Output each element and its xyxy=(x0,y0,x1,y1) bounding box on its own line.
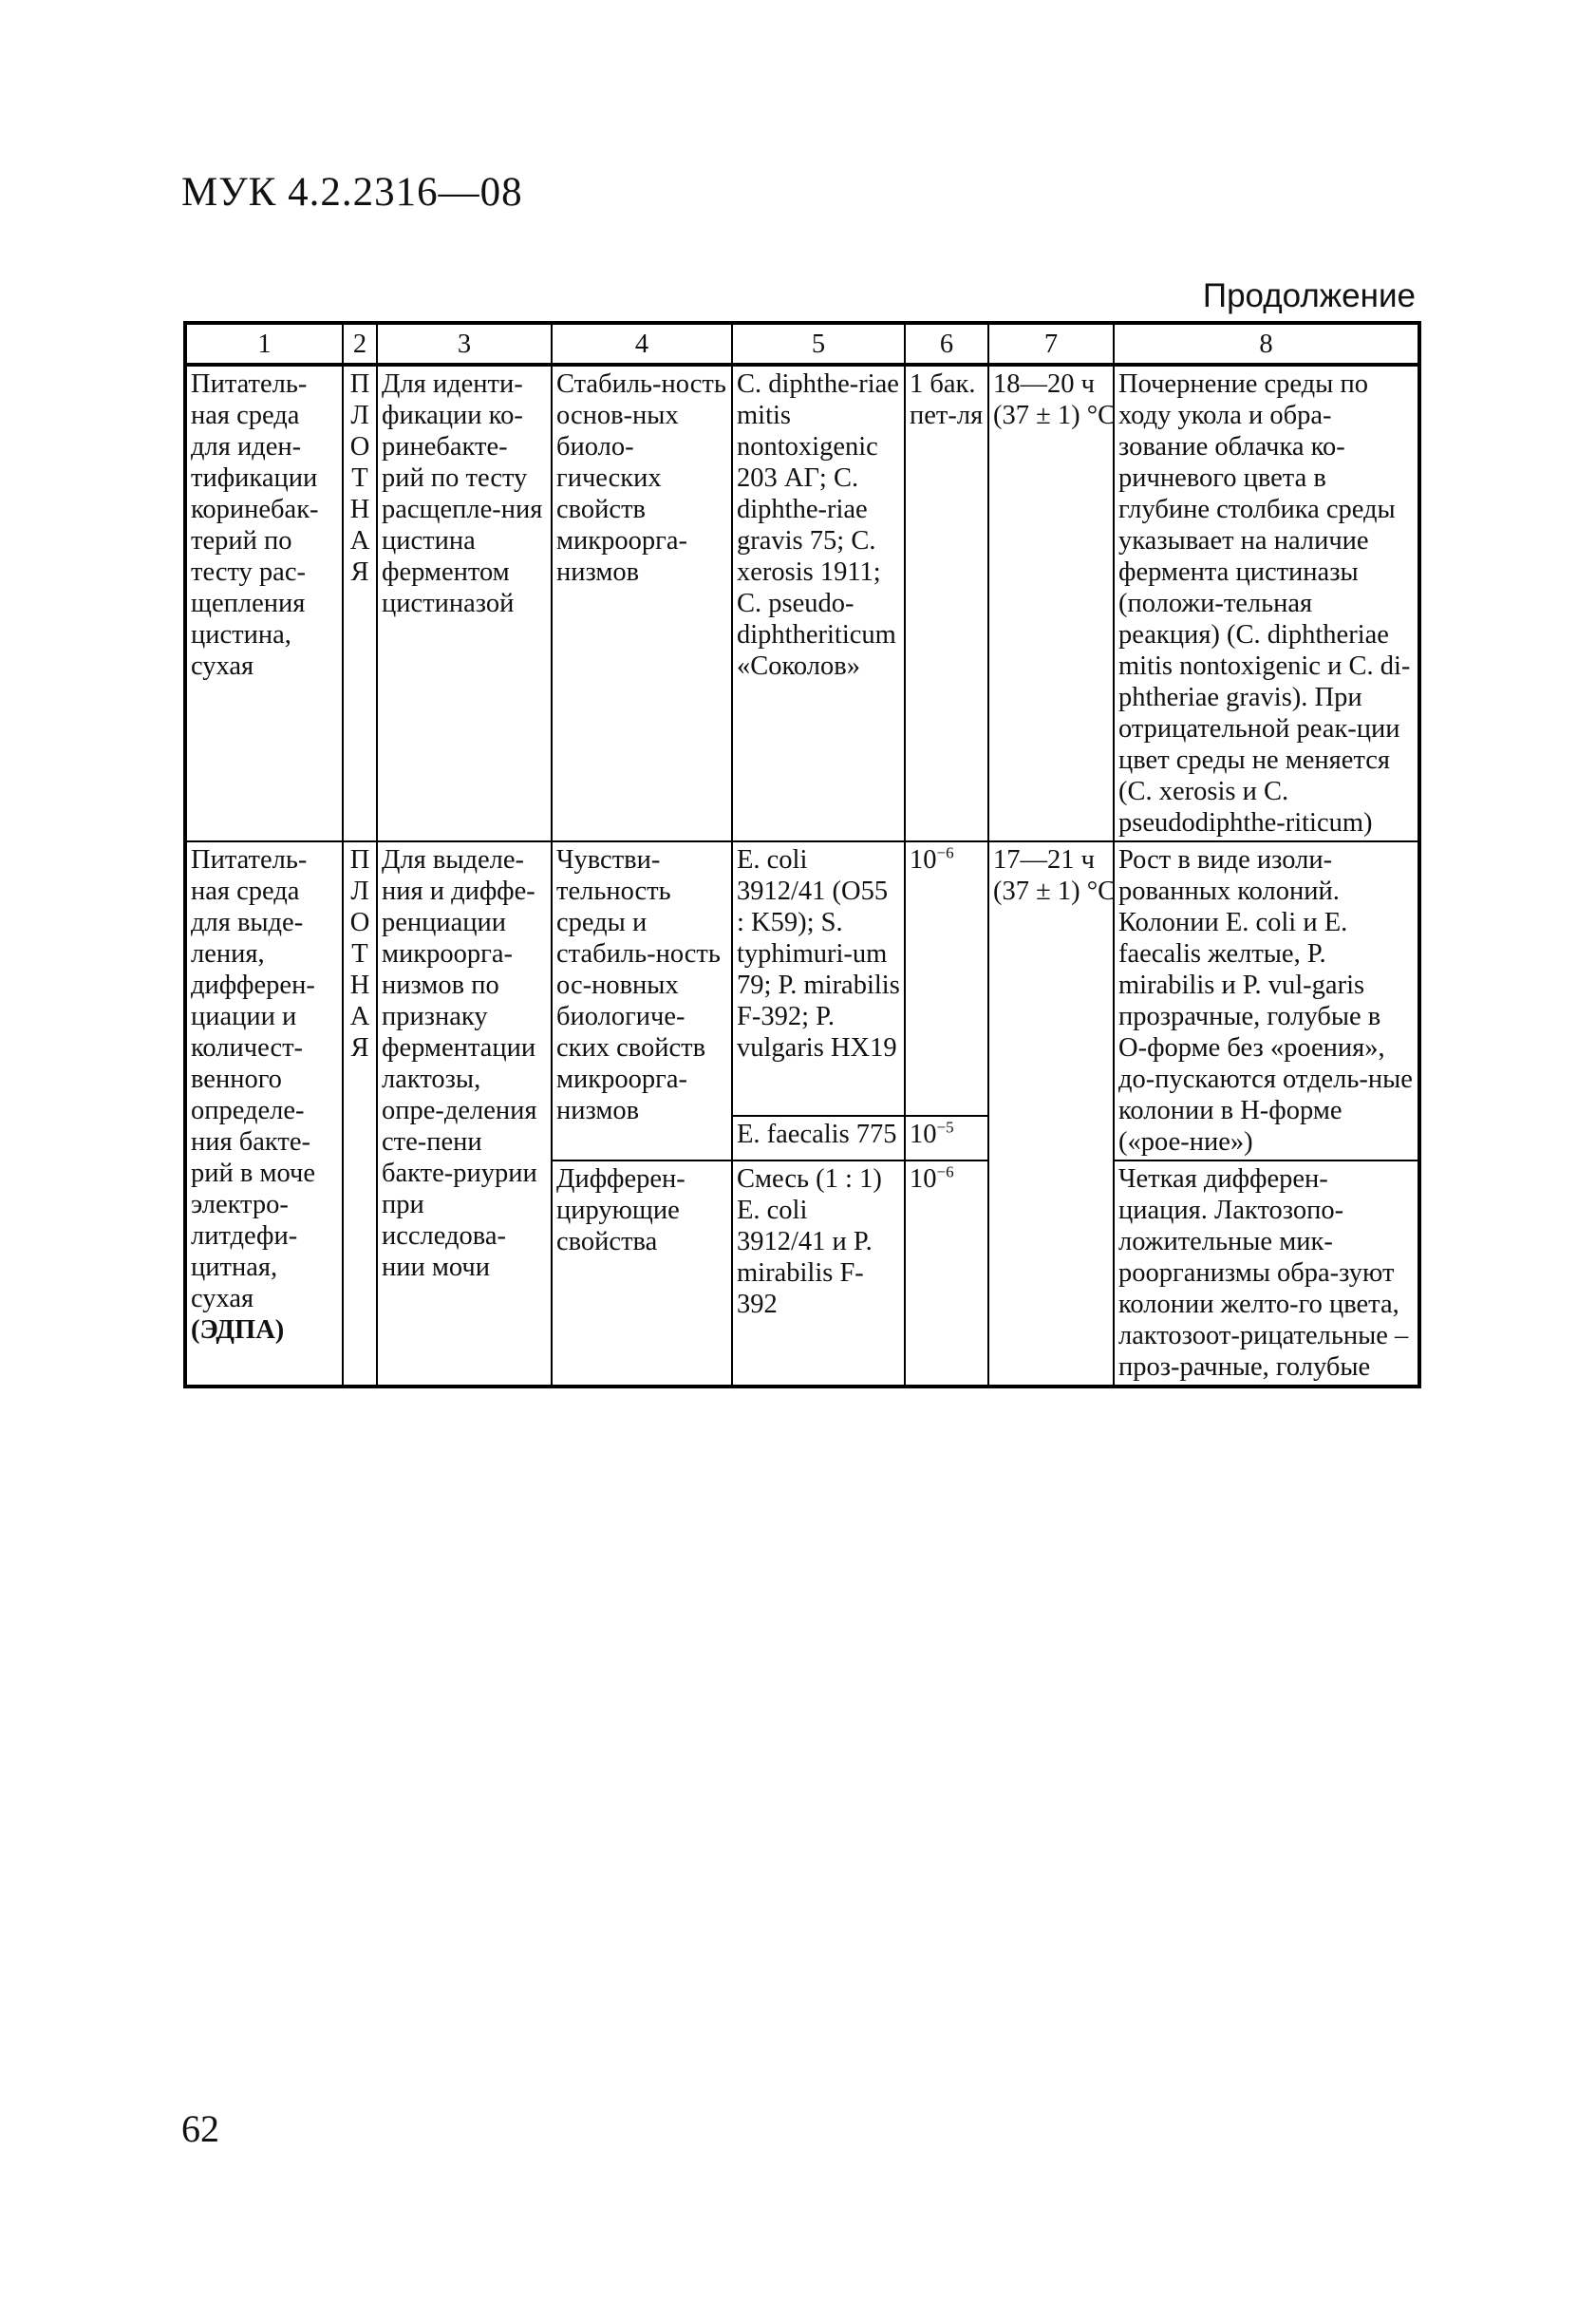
table-row xyxy=(185,365,1419,841)
density-letter: А xyxy=(349,526,370,556)
page-number: 62 xyxy=(181,2107,219,2150)
dilution-base: 10 xyxy=(910,1164,937,1194)
column-header: 8 xyxy=(1114,323,1419,365)
column-header: 7 xyxy=(988,323,1114,365)
strain-cell: C. diphthe-riae mitis nontoxigenic 203 АГ; C. diphthe-riae gravis 75; C. xerosis 1911; C. pseudo-diphtheriticum «Соколов» xyxy=(732,365,905,841)
dilution-exponent: −6 xyxy=(936,1162,954,1181)
medium-name-text: Питатель-ная среда для выде-ления, дифферен-циации и количест-венного определе-ния бакте-рий в моче электро-литдефи-цитная, сухая xyxy=(191,845,315,1313)
column-header: 5 xyxy=(732,323,905,365)
density-cell xyxy=(343,841,377,1387)
density-letter: Я xyxy=(350,557,369,587)
incubation-cell xyxy=(988,365,1117,841)
density-cell xyxy=(343,365,377,841)
inoculum-cell xyxy=(905,1116,988,1160)
density-letter: А xyxy=(349,1002,370,1031)
purpose-cell: Для иденти-фикации ко-ринебакте-рий по тесту расщепле-ния цистина ферментом цистиназой xyxy=(377,365,552,841)
column-header: 6 xyxy=(905,323,988,365)
incubation-time: 18—20 ч xyxy=(993,369,1095,399)
column-header: 1 xyxy=(185,323,343,365)
table-row xyxy=(185,841,1419,1116)
continuation-label: Продолжение xyxy=(1202,277,1416,314)
density-letter: О xyxy=(349,908,370,937)
density-letter: Л xyxy=(350,401,369,430)
strain-cell: Смесь (1 : 1) E. coli 3912/41 и P. mirabilis F-392 xyxy=(732,1160,905,1387)
result-cell: Почернение среды по ходу укола и обра-зование облачка ко-ричневого цвета в глубине столбика среды указывает на наличие фермента цистиназы (положи-тельная реакция) (C. diphtheriae mitis nontoxigenic и C. di-phtheriae gravis). При отрицательной реак-ции цвет среды не меняется (C. xerosis и C. pseudodiphthe-riticum) xyxy=(1114,365,1419,841)
density-letter: Т xyxy=(351,463,368,493)
inoculum-cell xyxy=(905,841,988,1116)
column-header: 4 xyxy=(552,323,732,365)
medium-name-cell: Питатель-ная среда для иден-тификации коринебак-терий по тесту рас-щепления цистина, сухая xyxy=(185,365,343,841)
incubation-temp: (37 ± 1) °С xyxy=(993,877,1117,906)
dilution-base: 10 xyxy=(910,845,937,875)
dilution-base: 10 xyxy=(910,1119,937,1149)
media-table xyxy=(183,321,1421,1388)
density-letter: Л xyxy=(350,877,369,906)
incubation-temp: (37 ± 1) °С xyxy=(993,401,1117,430)
density-letter: Н xyxy=(349,971,370,1000)
purpose-cell: Для выделе-ния и диффе-ренциации микроорга-низмов по признаку ферментации лактозы, опре-деления сте-пени бакте-риурии при исследова-нии мочи xyxy=(377,841,552,1387)
dilution-exponent: −5 xyxy=(936,1118,954,1137)
density-letter: О xyxy=(349,432,370,462)
property-cell: Чувстви-тельность среды и стабиль-ность ос-новных биологиче-ских свойств микроорга-низмов xyxy=(552,841,732,1160)
strain-cell: E. faecalis 775 xyxy=(732,1116,905,1160)
medium-abbreviation: (ЭДПА) xyxy=(191,1315,285,1345)
column-header: 2 xyxy=(343,323,377,365)
density-letter: П xyxy=(349,845,370,875)
inoculum-cell: 1 бак. пет-ля xyxy=(905,365,988,841)
result-cell: Четкая дифферен-циация. Лактозопо-ложительные мик-роорганизмы обра-зуют колонии желто-го цвета, лактозоот-рицательные – проз-рачные, голубые xyxy=(1114,1160,1419,1387)
density-letter: Т xyxy=(351,939,368,969)
inoculum-cell xyxy=(905,1160,988,1387)
density-letter: П xyxy=(349,369,370,399)
strain-cell: E. coli 3912/41 (O55 : K59); S. typhimuri-um 79; P. mirabilis F-392; P. vulgaris HX19 xyxy=(732,841,905,1116)
property-cell: Стабиль-ность основ-ных биоло-гических свойств микроорга-низмов xyxy=(552,365,732,841)
document-code: МУК 4.2.2316—08 xyxy=(181,170,523,215)
incubation-cell xyxy=(988,841,1117,1387)
medium-name-cell xyxy=(185,841,343,1387)
dilution-exponent: −6 xyxy=(936,843,954,862)
incubation-time: 17—21 ч xyxy=(993,845,1095,875)
column-header: 3 xyxy=(377,323,552,365)
result-cell: Рост в виде изоли-рованных колоний. Колонии E. coli и E. faecalis желтые, P. mirabilis и P. vul-garis прозрачные, голубые в О-форме без «роения», до-пускаются отдель-ные колонии в Н-форме («рое-ние») xyxy=(1114,841,1419,1160)
header-row xyxy=(185,323,1419,365)
density-letter: Я xyxy=(350,1033,369,1063)
property-cell: Дифферен-цирующие свойства xyxy=(552,1160,732,1387)
density-letter: Н xyxy=(349,495,370,524)
